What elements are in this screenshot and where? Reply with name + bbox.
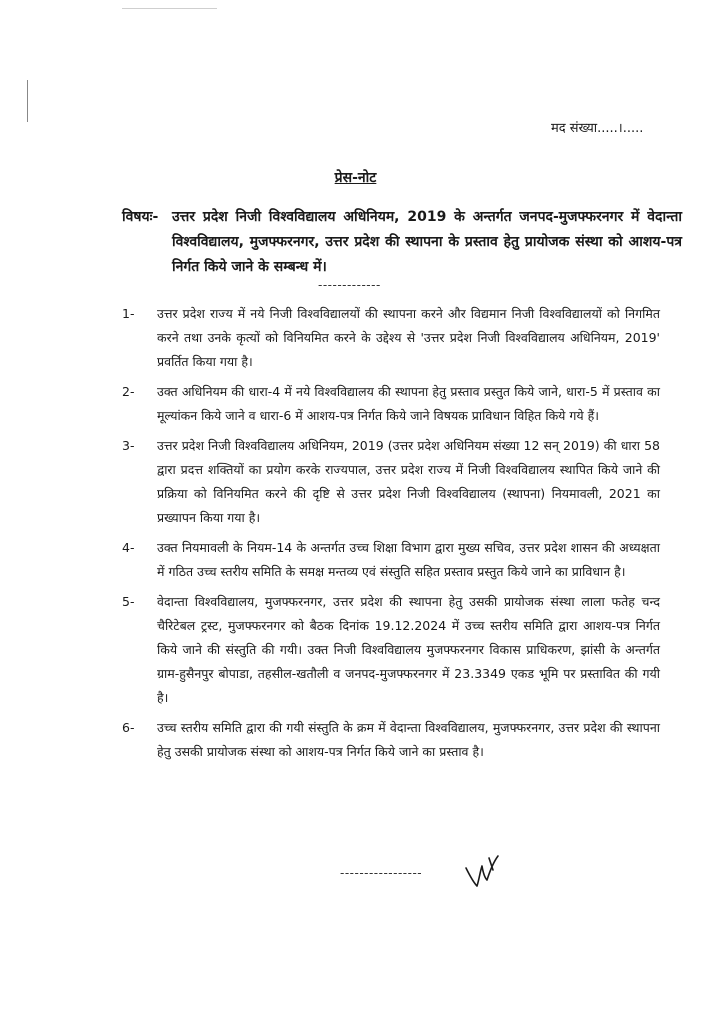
page-title: [0, 168, 711, 187]
list-item-text: उत्तर प्रदेश राज्य में नये निजी विश्वविद्यालयों की स्थापना करने और विद्यमान निजी विश्वविद्यालयों को निगमित करने तथा उनके कृत्यों को विनियमित करने के उद्देश्य से 'उत्तर प्रदेश निजी विश्वविद्यालय अधिनियम, 2019' प्रवर्तित किया गया है।: [157, 306, 660, 369]
list-item-number: 1-: [122, 306, 135, 321]
list-item-text: उक्त नियमावली के नियम-14 के अन्तर्गत उच्च शिक्षा विभाग द्वारा मुख्य सचिव, उत्तर प्रदेश शासन की अध्यक्षता में गठित उच्च स्तरीय समिति के समक्ष मन्तव्य एवं संस्तुति सहित प्रस्ताव प्रस्तुत किये जाने का प्राविधान है।: [157, 540, 660, 579]
list-item: [100, 302, 660, 374]
top-rule: [122, 8, 217, 9]
list-item-text: उत्तर प्रदेश निजी विश्वविद्यालय अधिनियम, 2019 (उत्तर प्रदेश अधिनियम संख्या 12 सन् 2019) की धारा 58 द्वारा प्रदत्त शक्तियों का प्रयोग करके राज्यपाल, उत्तर प्रदेश राज्य में निजी विश्वविद्यालय स्थापित किये जाने की प्रक्रिया को विनियमित करने की दृष्टि से उत्तर प्रदेश निजी विश्वविद्यालय (स्थापना) नियमावली, 2021 का प्रख्यापन किया गया है।: [157, 438, 660, 525]
subject-text: उत्तर प्रदेश निजी विश्वविद्यालय अधिनियम, 2019 के अन्तर्गत जनपद-मुजफ्फरनगर में वेदान्ता विश्वविद्यालय, मुजफ्फरनगर, उत्तर प्रदेश की स्थापना के प्रस्ताव हेतु प्रायोजक संस्था को आशय-पत्र निर्गत किये जाने के सम्बन्ध में।: [172, 209, 682, 275]
subject-label: विषयः-: [122, 209, 159, 225]
page-title-text: प्रेस-नोट: [334, 170, 377, 186]
list-item: [100, 380, 660, 428]
separator-bottom: -----------------: [340, 866, 423, 880]
list-item-number: 3-: [122, 438, 135, 453]
list-item: [100, 716, 660, 764]
margin-mark: [27, 80, 28, 122]
separator-top: -------------: [318, 278, 381, 292]
list-item-number: 4-: [122, 540, 135, 555]
list-item: [100, 434, 660, 530]
list-item-text: उक्त अधिनियम की धारा-4 में नये विश्वविद्यालय की स्थापना हेतु प्रस्ताव प्रस्तुत किये जाने, धारा-5 में प्रस्ताव का मूल्यांकन किये जाने व धारा-6 में आशय-पत्र निर्गत किये जाने विषयक प्राविधान विहित किये गये हैं।: [157, 384, 660, 423]
list-item-number: 6-: [122, 720, 135, 735]
list-item: [100, 536, 660, 584]
list-item-text: वेदान्ता विश्वविद्यालय, मुजफ्फरनगर, उत्तर प्रदेश की स्थापना हेतु उसकी प्रायोजक संस्था लाला फतेह चन्द चैरिटेबल ट्रस्ट, मुजफ्फरनगर को बैठक दिनांक 19.12.2024 में उच्च स्तरीय समिति द्वारा आशय-पत्र निर्गत किये जाने की संस्तुति की गयी। उक्त निजी विश्वविद्यालय मुजफ्फरनगर विकास प्राधिकरण, झांसी के अन्तर्गत ग्राम-हुसैनपुर बोपाडा, तहसील-खतौली व जनपद-मुजफ्फरनगर में 23.3349 एकड भूमि पर प्रस्तावित की गयी है।: [157, 594, 660, 705]
subject-block: [122, 205, 682, 280]
handwritten-signature-icon: [462, 852, 504, 892]
list-item-number: 5-: [122, 594, 135, 609]
list-item-number: 2-: [122, 384, 135, 399]
list-item-text: उच्च स्तरीय समिति द्वारा की गयी संस्तुति के क्रम में वेदान्ता विश्वविद्यालय, मुजफ्फरनगर, उत्तर प्रदेश की स्थापना हेतु उसकी प्रायोजक संस्था को आशय-पत्र निर्गत किये जाने का प्रस्ताव है।: [157, 720, 660, 759]
numbered-list: [100, 302, 660, 770]
list-item: [100, 590, 660, 710]
reference-number: मद संख्या.....।.....: [551, 121, 644, 136]
